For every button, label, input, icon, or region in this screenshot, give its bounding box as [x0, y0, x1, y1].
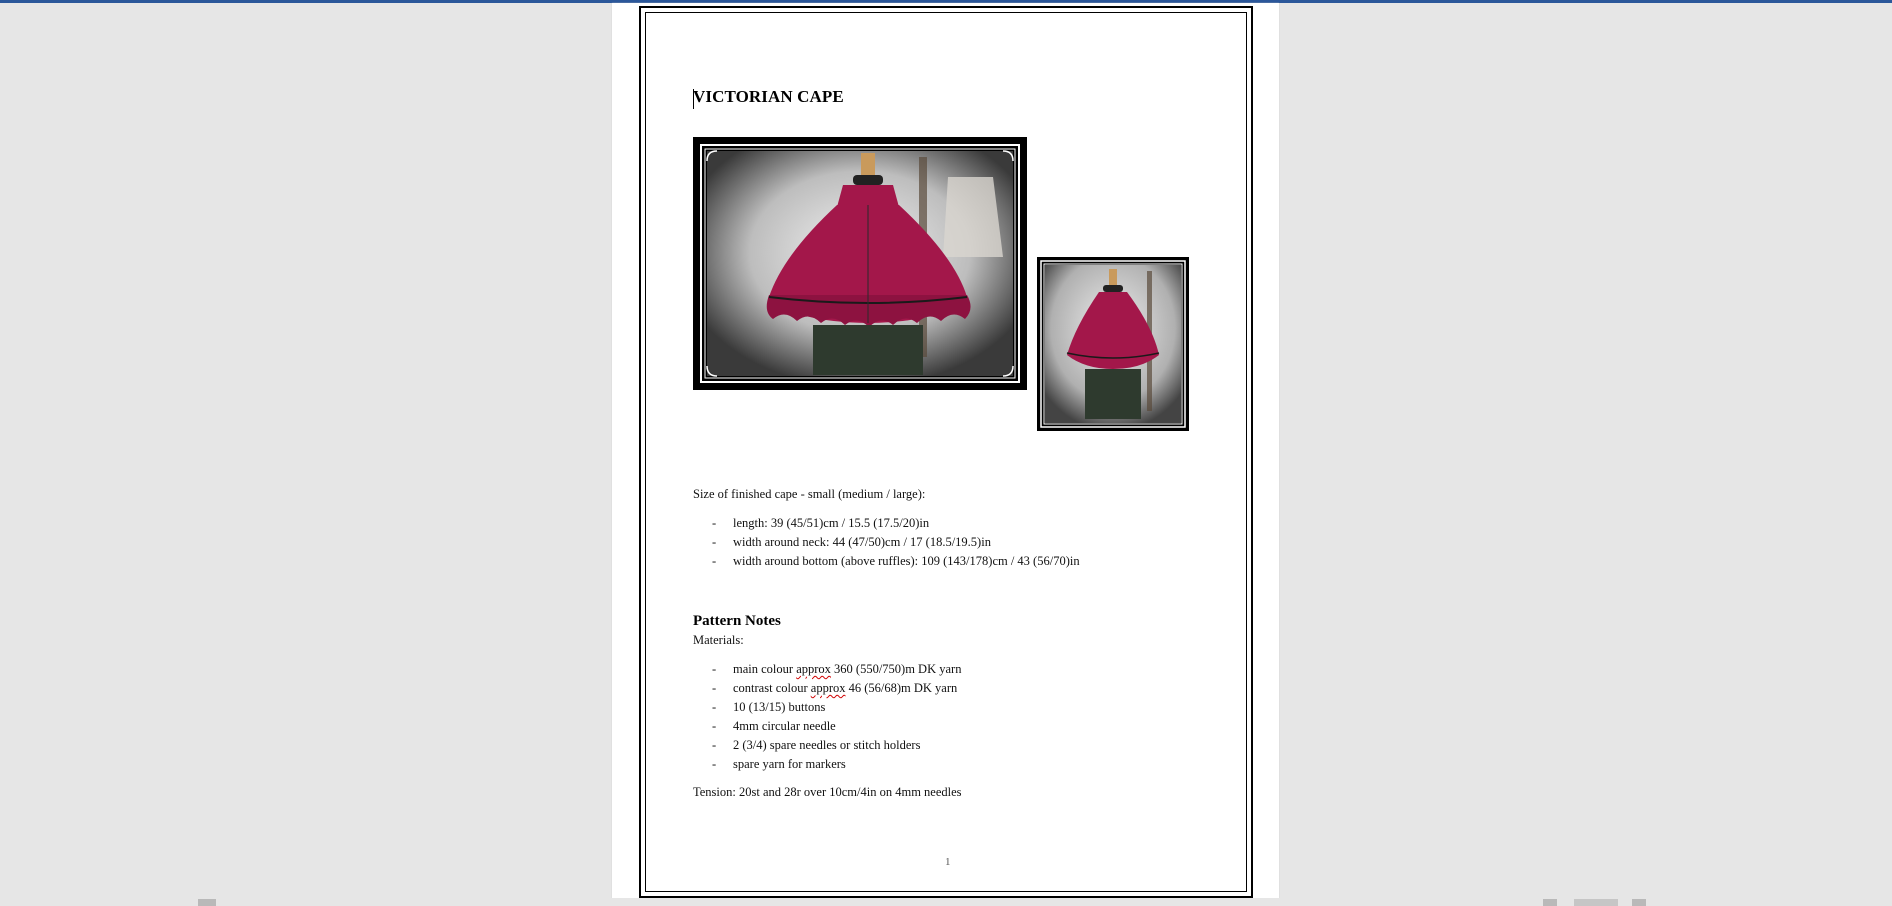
- material-item[interactable]: 10 (13/15) buttons: [733, 700, 826, 714]
- material-item[interactable]: spare yarn for markers: [733, 757, 846, 771]
- spelling-error[interactable]: approx: [810, 681, 846, 695]
- main-photo[interactable]: [693, 137, 1027, 390]
- status-bar-item[interactable]: [198, 899, 216, 906]
- size-intro[interactable]: Size of finished cape - small (medium / large):: [693, 487, 926, 501]
- small-photo[interactable]: [1037, 257, 1189, 431]
- spelling-error[interactable]: approx: [796, 662, 831, 676]
- bullet-marker: -: [712, 681, 717, 695]
- size-item-neck[interactable]: width around neck: 44 (47/50)cm / 17 (18.5/19.5)in: [733, 535, 991, 549]
- page-number: 1: [945, 856, 951, 868]
- print-layout-icon[interactable]: [1574, 899, 1618, 906]
- document-title[interactable]: VICTORIAN CAPE: [693, 87, 844, 106]
- bullet-marker: -: [712, 516, 717, 530]
- bullet-marker: -: [712, 738, 717, 752]
- size-item-bottom[interactable]: width around bottom (above ruffles): 109 (143/178)cm / 43 (56/70)in: [733, 554, 1080, 568]
- tension-note[interactable]: Tension: 20st and 28r over 10cm/4in on 4mm needles: [693, 785, 962, 799]
- web-layout-icon[interactable]: [1632, 899, 1646, 906]
- material-item[interactable]: main colour approx 360 (550/750)m DK yarn: [733, 662, 962, 676]
- size-item-length[interactable]: length: 39 (45/51)cm / 15.5 (17.5/20)in: [733, 516, 930, 530]
- bullet-marker: -: [712, 700, 717, 714]
- bullet-marker: -: [712, 554, 717, 568]
- document-page[interactable]: [612, 3, 1279, 898]
- read-mode-icon[interactable]: [1543, 899, 1557, 906]
- bullet-marker: -: [712, 662, 717, 676]
- bullet-marker: -: [712, 757, 717, 771]
- material-item[interactable]: contrast colour approx 46 (56/68)m DK yarn: [733, 681, 958, 695]
- materials-label[interactable]: Materials:: [693, 633, 744, 647]
- pattern-notes-heading[interactable]: Pattern Notes: [693, 613, 781, 629]
- bullet-marker: -: [712, 535, 717, 549]
- bullet-marker: -: [712, 719, 717, 733]
- material-item[interactable]: 2 (3/4) spare needles or stitch holders: [733, 738, 921, 752]
- material-item[interactable]: 4mm circular needle: [733, 719, 836, 733]
